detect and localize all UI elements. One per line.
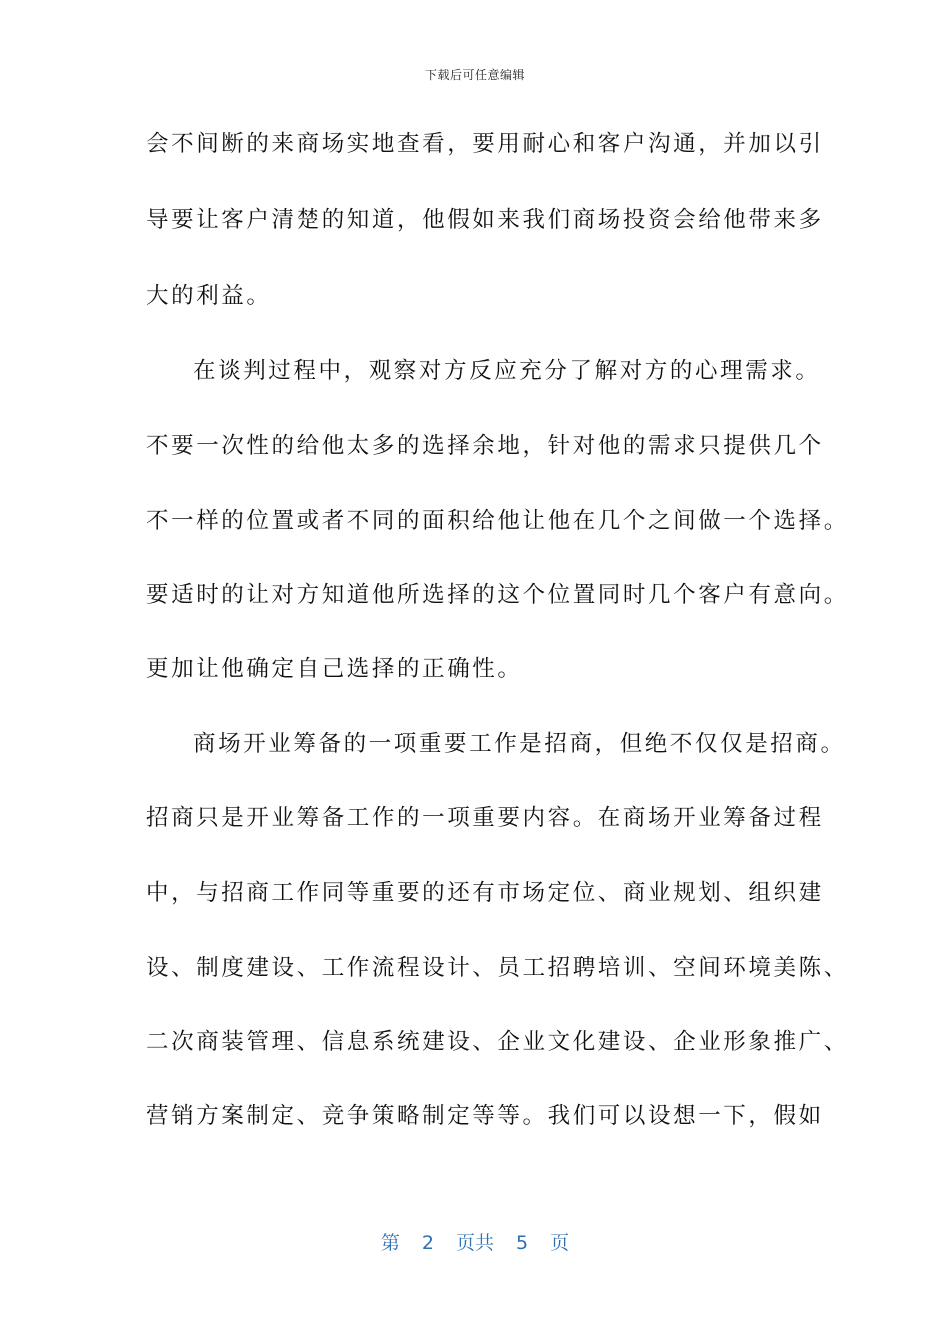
body-line: 大的利益。 bbox=[146, 283, 272, 309]
body-line: 不一样的位置或者不同的面积给他让他在几个之间做一个选择。 bbox=[146, 508, 849, 534]
body-line: 中，与招商工作同等重要的还有市场定位、商业规划、组织建 bbox=[146, 880, 824, 906]
body-line: 营销方案制定、竞争策略制定等等。我们可以设想一下，假如 bbox=[146, 1103, 824, 1129]
page-header: 下载后可任意编辑 bbox=[424, 68, 525, 82]
body-line: 招商只是开业筹备工作的一项重要内容。在商场开业筹备过程 bbox=[146, 805, 824, 831]
footer-total-pages: 5 bbox=[516, 1232, 529, 1254]
body-line: 要适时的让对方知道他所选择的这个位置同时几个客户有意向。 bbox=[146, 582, 849, 608]
body-line: 二次商装管理、信息系统建设、企业文化建设、企业形象推广、 bbox=[146, 1029, 849, 1055]
footer-suffix: 页 bbox=[550, 1232, 570, 1254]
body-line: 设、制度建设、工作流程设计、员工招聘培训、空间环境美陈、 bbox=[146, 955, 849, 981]
footer-current-page: 2 bbox=[421, 1232, 434, 1254]
page-footer bbox=[0, 1228, 950, 1255]
paragraph-start-line: 商场开业筹备的一项重要工作是招商，但绝不仅仅是招商。 bbox=[193, 731, 846, 757]
footer-prefix: 第 bbox=[380, 1232, 400, 1254]
body-line: 会不间断的来商场实地查看，要用耐心和客户沟通，并加以引 bbox=[146, 131, 824, 157]
body-line: 不要一次性的给他太多的选择余地，针对他的需求只提供几个 bbox=[146, 433, 824, 459]
body-line: 更加让他确定自己选择的正确性。 bbox=[146, 656, 523, 682]
paragraph-start-line: 在谈判过程中，观察对方反应充分了解对方的心理需求。 bbox=[193, 358, 821, 384]
footer-middle: 页共 bbox=[455, 1232, 494, 1254]
body-line: 导要让客户清楚的知道，他假如来我们商场投资会给他带来多 bbox=[146, 207, 824, 233]
